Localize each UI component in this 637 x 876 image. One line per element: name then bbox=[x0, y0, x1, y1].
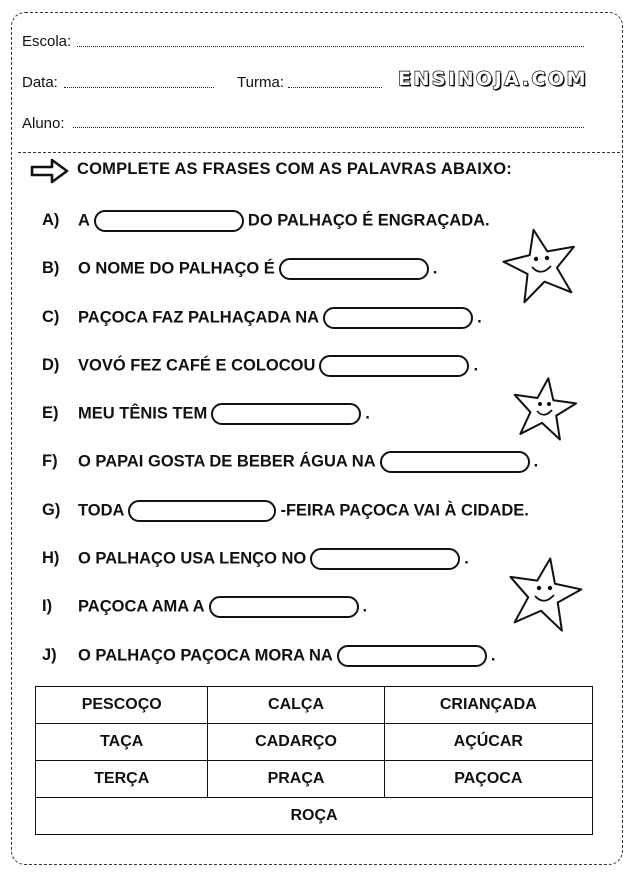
question-d bbox=[42, 355, 478, 377]
question-g bbox=[42, 500, 529, 522]
question-text-after: -FEIRA PAÇOCA VAI À CIDADE. bbox=[280, 501, 529, 520]
answer-blank[interactable] bbox=[337, 645, 487, 667]
school-label: Escola: bbox=[22, 33, 72, 50]
question-text-after: DO PALHAÇO É ENGRAÇADA. bbox=[247, 211, 490, 230]
question-text-after: . bbox=[432, 259, 438, 278]
question-text-before: VOVÓ FEZ CAFÉ E COLOCOU bbox=[78, 356, 316, 375]
question-letter: G) bbox=[42, 501, 61, 520]
question-text-after: . bbox=[533, 452, 539, 471]
word-cell: CADARÇO bbox=[208, 724, 384, 761]
question-h bbox=[42, 548, 469, 570]
question-letter: J) bbox=[42, 646, 57, 665]
word-cell: CRIANÇADA bbox=[384, 687, 592, 724]
answer-blank[interactable] bbox=[380, 451, 530, 473]
question-letter: I) bbox=[42, 597, 53, 616]
question-text-before: O NOME DO PALHAÇO É bbox=[78, 259, 275, 278]
question-text-before: O PALHAÇO USA LENÇO NO bbox=[78, 549, 307, 568]
answer-blank[interactable] bbox=[94, 210, 244, 232]
question-b bbox=[42, 258, 437, 280]
question-letter: D) bbox=[42, 356, 60, 375]
question-letter: B) bbox=[42, 259, 60, 278]
question-text-before: O PALHAÇO PAÇOCA MORA NA bbox=[78, 646, 333, 665]
smiling-star-icon bbox=[507, 373, 581, 443]
word-cell: TERÇA bbox=[36, 761, 208, 798]
question-text-before: TODA bbox=[78, 501, 125, 520]
question-text-after: . bbox=[362, 597, 368, 616]
table-row bbox=[36, 761, 593, 798]
instruction-text: COMPLETE AS FRASES COM AS PALAVRAS ABAIXO: bbox=[77, 160, 512, 178]
question-text-after: . bbox=[477, 308, 482, 327]
word-bank-table bbox=[35, 686, 593, 835]
student-field[interactable] bbox=[73, 127, 584, 128]
question-text-after: . bbox=[473, 356, 479, 375]
question-text-after: . bbox=[365, 404, 370, 423]
answer-blank[interactable] bbox=[310, 548, 460, 570]
class-label: Turma: bbox=[237, 74, 284, 91]
answer-blank[interactable] bbox=[279, 258, 429, 280]
question-letter: F) bbox=[42, 452, 58, 471]
word-cell: AÇÚCAR bbox=[384, 724, 592, 761]
table-row bbox=[36, 798, 593, 835]
question-i bbox=[42, 596, 367, 618]
question-text-after: . bbox=[464, 549, 469, 568]
word-cell: PESCOÇO bbox=[36, 687, 208, 724]
answer-blank[interactable] bbox=[128, 500, 276, 522]
question-letter: A) bbox=[42, 211, 60, 230]
table-row bbox=[36, 724, 593, 761]
school-field[interactable] bbox=[77, 46, 584, 47]
smiling-star-icon bbox=[499, 223, 583, 305]
word-cell: ROÇA bbox=[36, 798, 593, 835]
question-e bbox=[42, 403, 370, 425]
brand-logo: ENSINOJA.COM bbox=[398, 68, 589, 90]
question-text-before: MEU TÊNIS TEM bbox=[78, 404, 208, 423]
table-row bbox=[36, 687, 593, 724]
smiling-star-icon bbox=[502, 552, 586, 634]
date-label: Data: bbox=[22, 74, 58, 91]
word-cell: PAÇOCA bbox=[384, 761, 592, 798]
question-a bbox=[42, 210, 490, 232]
question-text-before: A bbox=[78, 211, 90, 230]
question-letter: C) bbox=[42, 308, 60, 327]
class-field[interactable] bbox=[288, 87, 382, 88]
word-cell: PRAÇA bbox=[208, 761, 384, 798]
question-c bbox=[42, 307, 482, 329]
question-letter: E) bbox=[42, 404, 59, 423]
question-text-before: O PAPAI GOSTA DE BEBER ÁGUA NA bbox=[78, 452, 376, 471]
student-label: Aluno: bbox=[22, 115, 65, 132]
answer-blank[interactable] bbox=[319, 355, 469, 377]
word-cell: TAÇA bbox=[36, 724, 208, 761]
question-letter: H) bbox=[42, 549, 60, 568]
question-j bbox=[42, 645, 495, 667]
separator bbox=[18, 152, 620, 153]
right-arrow-icon bbox=[30, 157, 70, 185]
question-text-after: . bbox=[490, 646, 496, 665]
question-text-before: PAÇOCA AMA A bbox=[78, 597, 205, 616]
answer-blank[interactable] bbox=[209, 596, 359, 618]
answer-blank[interactable] bbox=[323, 307, 473, 329]
question-text-before: PAÇOCA FAZ PALHAÇADA NA bbox=[78, 308, 320, 327]
answer-blank[interactable] bbox=[211, 403, 361, 425]
date-field[interactable] bbox=[64, 87, 214, 88]
word-cell: CALÇA bbox=[208, 687, 384, 724]
question-f bbox=[42, 451, 538, 473]
